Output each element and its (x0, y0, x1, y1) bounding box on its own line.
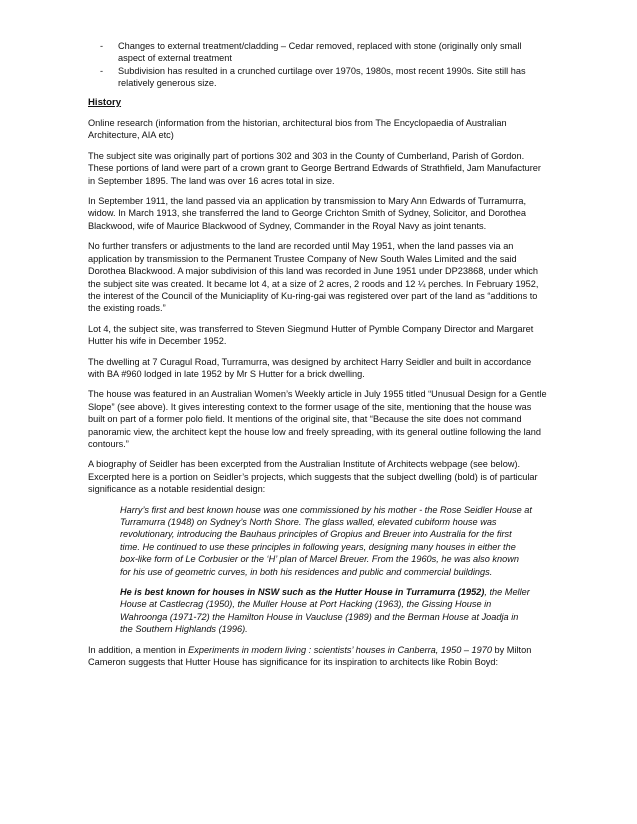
quote-seidler-2 (120, 586, 532, 636)
quote-bold-text: He is best known for houses in NSW such as the Hutter House in Turramurra (1952) (120, 587, 485, 598)
paragraph-lot4: Lot 4, the subject site, was transferred to Steven Siegmund Hutter of Pymble Company Director and Margaret Hutter his wife in December 1952. (88, 323, 534, 347)
bullet-dash: - (100, 41, 104, 51)
document-page (88, 40, 550, 676)
list-item-text: Changes to external treatment/cladding – Cedar removed, replaced with stone (originally only small aspect of external treatment (118, 41, 522, 64)
closing-start: In addition, a mention in (88, 644, 189, 655)
section-heading: History (88, 96, 122, 108)
quote-rest-text: , the Meller House at Castlecrag (1950), the Muller House at Port Hacking (1963), the Gissing House in Wahroonga (1971-72) the Hamilton House in Vaucluse (1989) and the Berman House at Joadja in the Southern Highlands (1996). (120, 587, 530, 635)
book-title: Experiments in modern living : scientists’ houses in Canberra, 1950 – 1970 (188, 644, 492, 655)
paragraph-1911: In September 1911, the land passed via an application by transmission to Mary Ann Edwards of Turramurra, widow. In March 1913, she transferred the land to George Crichton Smith of Sydney, Solicitor, and Dorothea Blackwood, wife of Maurice Blackwood of Sydney, Commander in the Royal Navy as joint tenants. (88, 196, 527, 231)
paragraph-womens-weekly: The house was featured in an Australian Women’s Weekly article in July 1955 titled “Unusual Design for a Gentle Slope” (see above). It gives interesting context to the former usage of the site, mentioning that the house was built on part of a former polo field. It mentions of the original site, that “Because the site does not command panoramic view, the architect kept the house low and freely spreading, with its general outline following the land contours.” (88, 389, 547, 449)
list-item-text: Subdivision has resulted in a crunched curtilage over 1970s, 1980s, most recent 1990s. Site still has relatively generous size. (118, 65, 526, 89)
paragraph-1951: No further transfers or adjustments to the land are recorded until May 1951, when the land passes via an application by transmission to the Permanent Trustee Company of New South Wales Limited and the said Dorothea Blackwood. A major subdivision of this land was recorded in June 1951 under DP23868, under which the subject site was created. It became lot 4, at a size of 2 acres, 2 roods and 12 ¼ perches. In February 1952, the interest of the Council of the Municiaplity of Ku-ring-gai was registered over part of the land as “additions to the existing roads.” (88, 241, 539, 314)
change-list (88, 40, 550, 90)
closing-end: by Milton Cameron suggests that Hutter House has significance for its inspiration to architects like Robin Boyd: (88, 644, 532, 668)
paragraph-research: Online research (information from the historian, architectural bios from The Encyclopaedia of Australian Architecture, AIA etc) (88, 118, 507, 141)
paragraph-origin: The subject site was originally part of portions 302 and 303 in the County of Cumberland, Parish of Gordon. These portions of land were part of a crown grant to George Bertrand Edwards of Strathfield, Jam Manufacturer in September 1895. The land was over 16 acres total in size. (88, 150, 541, 186)
paragraph-dwelling: The dwelling at 7 Curagul Road, Turramurra, was designed by architect Harry Seidler and built in accordance with BA #960 lodged in late 1952 by Mr S Hutter for a brick dwelling. (88, 356, 532, 379)
paragraph-biography: A biography of Seidler has been excerpted from the Australian Institute of Architects webpage (see below). Excerpted here is a portion on Seidler’s projects, which suggests that the subject dwelling (bold) is of particular significance as a notable residential design: (88, 459, 538, 495)
bullet-dash: - (100, 65, 104, 76)
list-item (88, 40, 550, 65)
paragraph-closing (88, 644, 550, 669)
quote-seidler-1: Harry’s first and best known house was one commissioned by his mother - the Rose Seidler House at Turramurra (1948) on Sydney’s North Shore. The glass walled, elevated cubiform house was revolutionary, introducing the Bauhaus principles of Gropius and Breuer into Australia for the first time. He continued to use these principles in following years, designing many houses in either the box-like form of Le Corbusier or the ‘H’ plan of Marcel Breuer. From the 1960s, he was also known for his use of geometric curves, in both his residences and public and commercial buildings. (120, 504, 532, 577)
list-item (88, 65, 550, 90)
